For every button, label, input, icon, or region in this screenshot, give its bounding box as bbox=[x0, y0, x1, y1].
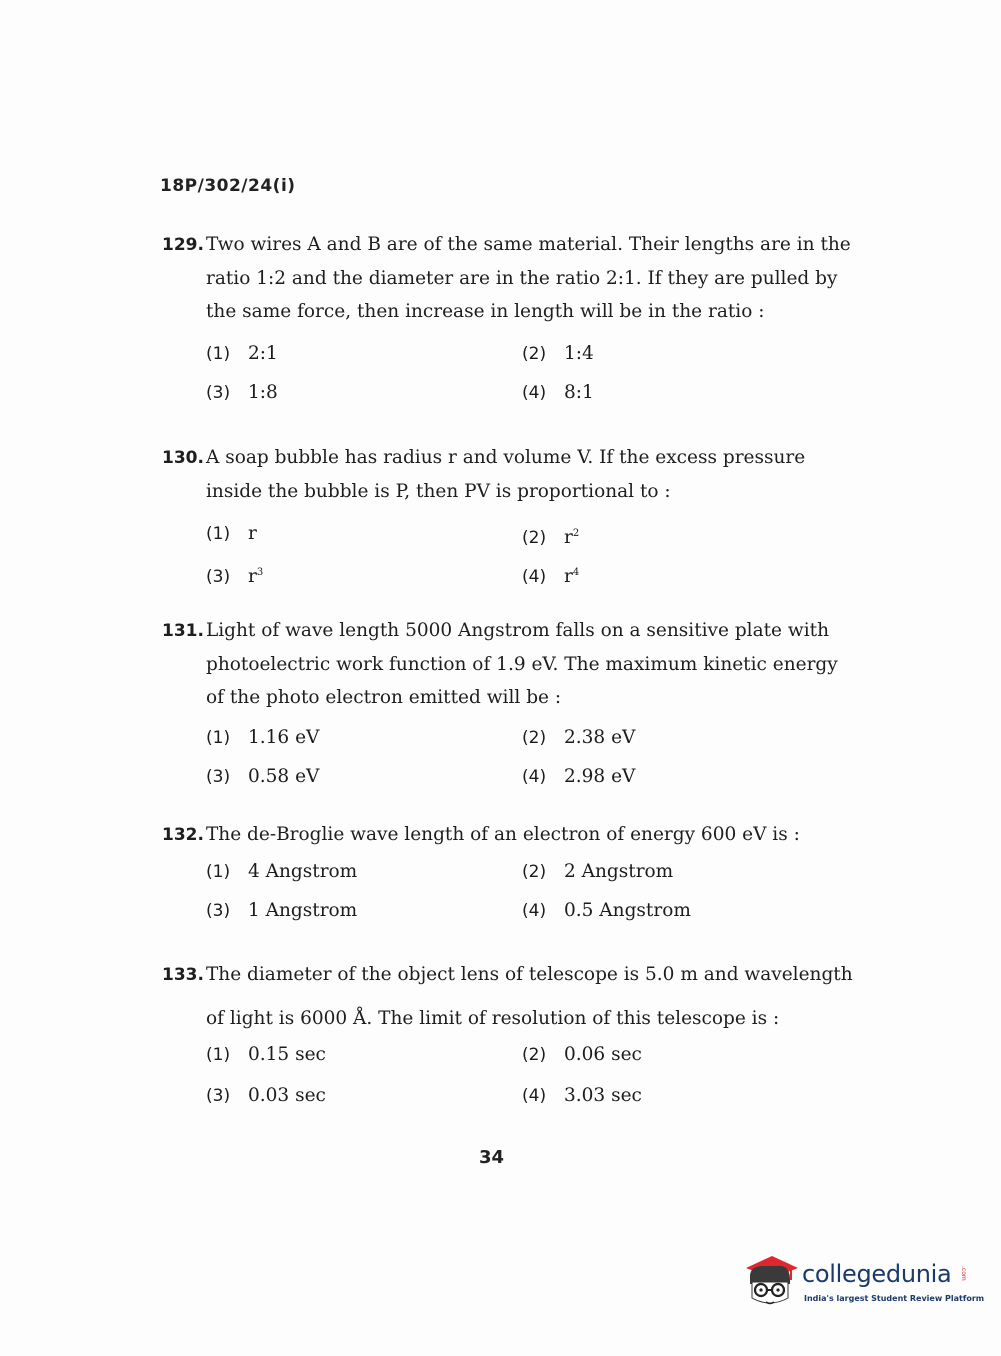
option-text: 0.03 sec bbox=[248, 1085, 326, 1106]
paper-code: 18P/302/24(i) bbox=[160, 176, 296, 196]
option-text: 0.06 sec bbox=[564, 1044, 642, 1065]
option-index: (4) bbox=[522, 1086, 547, 1106]
option-1[interactable] bbox=[206, 724, 319, 752]
option-4[interactable] bbox=[522, 1082, 642, 1110]
option-index: (4) bbox=[522, 383, 547, 403]
option-text: 1.16 eV bbox=[248, 727, 320, 748]
options-list bbox=[162, 858, 830, 936]
logo-name: collegedunia bbox=[802, 1260, 952, 1288]
question-132 bbox=[162, 818, 830, 936]
option-index: (3) bbox=[206, 567, 231, 588]
option-2[interactable] bbox=[522, 724, 635, 752]
option-index: (1) bbox=[206, 524, 231, 544]
option-exponent: 4 bbox=[572, 567, 580, 578]
option-text: 3.03 sec bbox=[564, 1085, 642, 1106]
option-index: (3) bbox=[206, 767, 231, 787]
option-3[interactable] bbox=[206, 763, 319, 791]
option-text: 2 Angstrom bbox=[564, 861, 674, 882]
option-1[interactable] bbox=[206, 520, 257, 548]
option-text: r bbox=[564, 527, 573, 549]
option-3[interactable] bbox=[206, 1082, 326, 1110]
question-text-line: Light of wave length 5000 Angstrom falls on a sensitive plate with bbox=[205, 620, 829, 641]
option-text: 2:1 bbox=[248, 343, 278, 364]
option-text: 2.98 eV bbox=[564, 766, 636, 787]
question-130 bbox=[162, 441, 830, 598]
option-1[interactable] bbox=[206, 858, 357, 886]
option-index: (1) bbox=[206, 728, 231, 748]
logo-tagline: India's largest Student Review Platform bbox=[804, 1294, 985, 1303]
question-number: 130. bbox=[162, 448, 204, 468]
options-list bbox=[162, 1041, 830, 1121]
option-index: (2) bbox=[522, 1045, 547, 1065]
option-exponent: 2 bbox=[572, 528, 580, 539]
option-1[interactable] bbox=[206, 1041, 326, 1069]
option-index: (2) bbox=[522, 344, 547, 364]
option-2[interactable] bbox=[522, 520, 579, 552]
option-text: 0.15 sec bbox=[248, 1044, 326, 1065]
option-text: r bbox=[248, 523, 257, 544]
option-text: r bbox=[564, 566, 573, 588]
question-text-line: of light is 6000 Å. The limit of resolution of this telescope is : bbox=[162, 1002, 830, 1035]
option-4[interactable] bbox=[522, 559, 579, 591]
question-text-line: photoelectric work function of 1.9 eV. The maximum kinetic energy bbox=[206, 654, 838, 675]
option-exponent: 3 bbox=[256, 567, 264, 578]
question-text-line: A soap bubble has radius r and volume V. If the excess pressure bbox=[205, 447, 806, 468]
question-131 bbox=[162, 614, 838, 802]
option-index: (4) bbox=[522, 567, 547, 588]
option-text: 8:1 bbox=[564, 382, 594, 403]
option-text: 1:4 bbox=[564, 343, 594, 364]
question-text-line: the same force, then increase in length will be in the ratio : bbox=[206, 301, 765, 322]
question-number: 131. bbox=[162, 621, 204, 641]
question-text-line: of the photo electron emitted will be : bbox=[206, 687, 562, 708]
question-text-line: The de-Broglie wave length of an electron of energy 600 eV is : bbox=[205, 824, 800, 845]
option-index: (3) bbox=[206, 383, 231, 403]
option-3[interactable] bbox=[206, 897, 357, 925]
option-text: 1 Angstrom bbox=[248, 900, 358, 921]
angstrom-symbol: Å bbox=[353, 1008, 367, 1029]
mascot-icon bbox=[742, 1252, 798, 1308]
question-text-line: The diameter of the object lens of telescope is 5.0 m and wavelength bbox=[205, 964, 853, 985]
option-3[interactable] bbox=[206, 379, 278, 407]
option-text: 4 Angstrom bbox=[248, 861, 358, 882]
option-4[interactable] bbox=[522, 897, 691, 925]
question-text-line: inside the bubble is P, then PV is proportional to : bbox=[206, 481, 671, 502]
option-3[interactable] bbox=[206, 559, 263, 591]
question-text-line: ratio 1:2 and the diameter are in the ratio 2:1. If they are pulled by bbox=[206, 268, 838, 289]
question-129 bbox=[162, 228, 851, 418]
option-2[interactable] bbox=[522, 1041, 642, 1069]
option-1[interactable] bbox=[206, 340, 278, 368]
option-text: 0.5 Angstrom bbox=[564, 900, 691, 921]
question-number: 132. bbox=[162, 825, 204, 845]
page-number: 34 bbox=[479, 1147, 505, 1168]
option-index: (3) bbox=[206, 1086, 231, 1106]
option-index: (1) bbox=[206, 344, 231, 364]
question-number: 133. bbox=[162, 965, 204, 985]
option-text: 2.38 eV bbox=[564, 727, 636, 748]
options-list bbox=[162, 520, 830, 598]
option-index: (2) bbox=[522, 528, 547, 549]
question-text-line: Two wires A and B are of the same material. Their lengths are in the bbox=[205, 234, 851, 255]
option-text: r bbox=[248, 566, 257, 588]
logo-domain: .com bbox=[960, 1266, 967, 1281]
option-2[interactable] bbox=[522, 858, 673, 886]
question-133 bbox=[162, 958, 853, 1121]
option-text: 0.58 eV bbox=[248, 766, 320, 787]
option-2[interactable] bbox=[522, 340, 594, 368]
option-text: 1:8 bbox=[248, 382, 278, 403]
option-index: (4) bbox=[522, 767, 547, 787]
options-list bbox=[162, 340, 830, 418]
option-4[interactable] bbox=[522, 379, 594, 407]
options-list bbox=[162, 724, 830, 802]
option-index: (2) bbox=[522, 728, 547, 748]
option-index: (1) bbox=[206, 862, 231, 882]
option-index: (3) bbox=[206, 901, 231, 921]
option-4[interactable] bbox=[522, 763, 635, 791]
collegedunia-logo[interactable] bbox=[742, 1252, 985, 1312]
option-index: (4) bbox=[522, 901, 547, 921]
question-number: 129. bbox=[162, 235, 204, 255]
option-index: (2) bbox=[522, 862, 547, 882]
option-index: (1) bbox=[206, 1045, 231, 1065]
